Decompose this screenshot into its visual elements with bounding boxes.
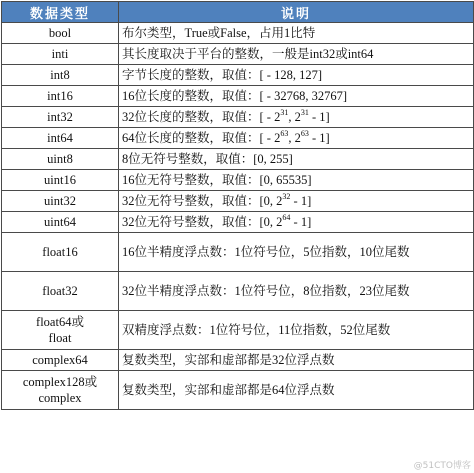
type-description: 布尔类型，True或False，占用1比特 bbox=[119, 23, 474, 44]
type-description: 16位半精度浮点数：1位符号位，5位指数，10位尾数 bbox=[119, 233, 474, 272]
type-name: float16 bbox=[2, 233, 119, 272]
type-description: 32位半精度浮点数：1位符号位，8位指数，23位尾数 bbox=[119, 272, 474, 311]
type-name: uint64 bbox=[2, 212, 119, 233]
type-description: 16位长度的整数，取值：[ - 32768, 32767] bbox=[119, 86, 474, 107]
desc-text: - 1] bbox=[308, 131, 330, 145]
table-row bbox=[2, 170, 474, 191]
header-type: 数据类型 bbox=[2, 2, 119, 23]
desc-text: - 1] bbox=[308, 110, 330, 124]
watermark: @51CTO博客 bbox=[413, 461, 471, 471]
desc-text: - 1] bbox=[290, 215, 312, 229]
desc-text: 32位长度的整数，取值：[ - 2 bbox=[122, 110, 281, 124]
table-row bbox=[2, 107, 474, 128]
type-name: int32 bbox=[2, 107, 119, 128]
exponent: 31 bbox=[280, 108, 289, 117]
table-row bbox=[2, 149, 474, 170]
table-row bbox=[2, 371, 474, 410]
type-name-line: complex bbox=[38, 391, 82, 405]
type-name: uint32 bbox=[2, 191, 119, 212]
type-name: uint16 bbox=[2, 170, 119, 191]
type-description bbox=[119, 107, 474, 128]
exponent: 31 bbox=[300, 108, 309, 117]
exponent: 64 bbox=[282, 213, 291, 222]
type-description: 字节长度的整数，取值：[ - 128, 127] bbox=[119, 65, 474, 86]
table-row bbox=[2, 311, 474, 350]
table-row bbox=[2, 65, 474, 86]
exponent: 32 bbox=[282, 192, 291, 201]
type-name: inti bbox=[2, 44, 119, 65]
desc-text: 64位长度的整数，取值：[ - 2 bbox=[122, 131, 281, 145]
type-name: int8 bbox=[2, 65, 119, 86]
type-description: 8位无符号整数，取值：[0, 255] bbox=[119, 149, 474, 170]
type-description: 16位无符号整数，取值：[0, 65535] bbox=[119, 170, 474, 191]
type-name: bool bbox=[2, 23, 119, 44]
table-row bbox=[2, 272, 474, 311]
exponent: 63 bbox=[280, 129, 289, 138]
table-row bbox=[2, 233, 474, 272]
exponent: 63 bbox=[300, 129, 309, 138]
type-name-line: complex128或 bbox=[22, 375, 98, 389]
desc-text: - 1] bbox=[290, 194, 312, 208]
type-name: complex64 bbox=[2, 350, 119, 371]
table-row bbox=[2, 191, 474, 212]
type-description: 复数类型，实部和虚部都是64位浮点数 bbox=[119, 371, 474, 410]
type-description bbox=[119, 191, 474, 212]
type-description bbox=[119, 212, 474, 233]
type-name: int16 bbox=[2, 86, 119, 107]
table-row bbox=[2, 212, 474, 233]
type-name bbox=[2, 371, 119, 410]
type-name: float32 bbox=[2, 272, 119, 311]
type-name bbox=[2, 311, 119, 350]
table-row bbox=[2, 350, 474, 371]
type-description: 双精度浮点数：1位符号位，11位指数，52位尾数 bbox=[119, 311, 474, 350]
table-row bbox=[2, 23, 474, 44]
data-types-table bbox=[1, 1, 474, 410]
table-row bbox=[2, 44, 474, 65]
table-row bbox=[2, 128, 474, 149]
desc-text: 32位无符号整数，取值：[0, 2 bbox=[122, 215, 283, 229]
type-description: 其长度取决于平台的整数，一般是int32或int64 bbox=[119, 44, 474, 65]
type-description: 复数类型，实部和虚部都是32位浮点数 bbox=[119, 350, 474, 371]
header-description: 说明 bbox=[119, 2, 474, 23]
header-row bbox=[2, 2, 474, 23]
type-description bbox=[119, 128, 474, 149]
desc-text: 32位无符号整数，取值：[0, 2 bbox=[122, 194, 283, 208]
desc-text: , 2 bbox=[288, 110, 301, 124]
type-name-line: float bbox=[48, 331, 72, 345]
desc-text: , 2 bbox=[288, 131, 301, 145]
type-name: int64 bbox=[2, 128, 119, 149]
type-name: uint8 bbox=[2, 149, 119, 170]
type-name-line: float64或 bbox=[36, 315, 84, 329]
table-row bbox=[2, 86, 474, 107]
